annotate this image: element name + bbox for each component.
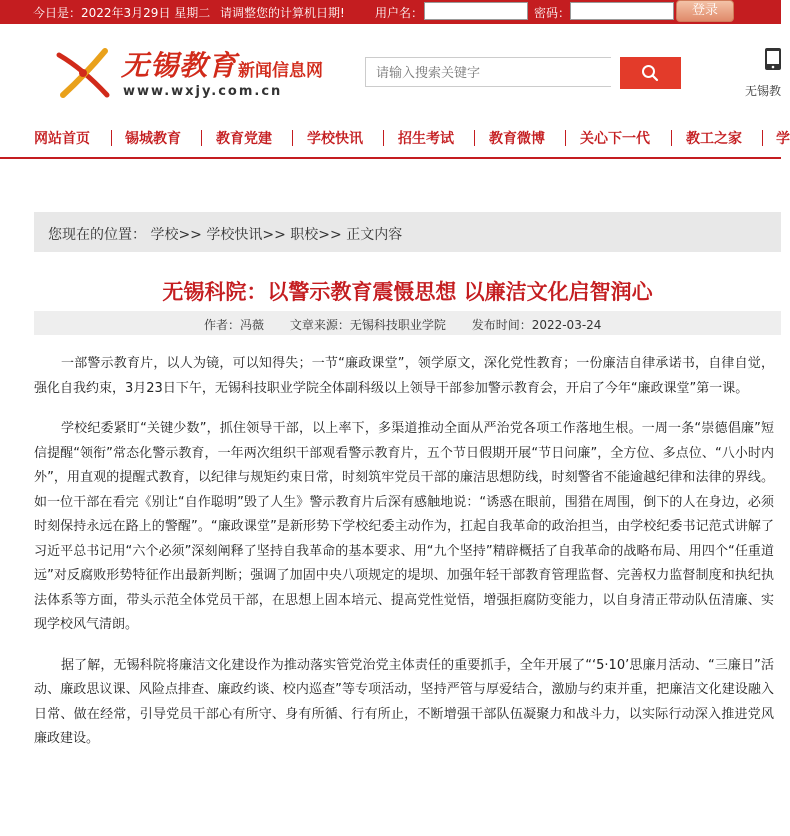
article-paragraph: 学校纪委紧盯“关键少数”，抓住领导干部，以上率下，多渠道推动全面从严治党各项工作落地生根。一周一条“崇德倡廉”短信提醒“领衔”常态化警示教育，一年两次组织干部观看警示教育片，五个节日假期开展“节日问廉”，全方位、多点位、“八小时内外”，用直观的提醒式教育，以纪律与规矩约束日常，时刻筑牢党员干部的廉洁思想防线，时刻警省不能逾越纪律和法律的界线。如一位干部在看完《别让“自作聪明”毁了人生》警示教育片后深有感触地说：“诱惑在眼前，围猎在周围，倒下的人在身边，必须时刻保持永远在路上的警醒”。“廉政课堂”是新形势下学校纪委主动作为，扛起自我革命的政治担当，由学校纪委书记范式讲解了习近平总书记用“六个必须”深刻阐释了坚持自我革命的基本要求、用“九个坚持”精辟概括了自我革命的战略布局、用四个“任重道远”对反腐败形势特征作出最新判断；强调了加固中央八项规定的堤坝、加强年轻干部教育管理监督、完善权力监督制度和执纪执法体系等方面，带头示范全体党员干部，在思想上固本培元、提高党性觉悟，增强拒腐防变能力，以自身清正带动队伍清廉、实现学校风气清朗。 [34,421,774,632]
nav-divider [474,130,475,146]
date-text: 今日是：2022年3月29日 星期二 [33,6,211,20]
site-logo[interactable] [55,42,335,102]
password-label: 密码： [534,6,571,20]
logo-subtitle: 新闻信息网 [238,61,323,81]
search-box [365,57,681,89]
nav-divider [671,130,672,146]
article-meta [34,311,781,335]
nav-item-more[interactable]: 学 [776,131,790,147]
breadcrumb-link-school[interactable]: 学校>> [150,227,202,243]
article-paragraph: 据了解，无锡科院将廉洁文化建设作为推动落实管党治党主体责任的重要抓手，全年开展了“‘5·10’思廉月活动、“三廉日”活动、廉政思议课、风险点排查、廉政约谈、校内巡查”等专项活动，坚持严管与厚爱结合，激励与约束并重，把廉洁文化建设融入日常、做在经常，引导党员干部心有所守、身有所循、行有所止，不断增强干部队伍凝聚力和战斗力，以实际行动深入推进党风廉政建设。 [34,657,774,746]
search-icon [641,64,659,82]
logo-name: 无锡教育 [121,49,238,82]
nav-divider [201,130,202,146]
nav-item-home[interactable]: 网站首页 [34,131,90,147]
main-nav [0,120,790,159]
logo-emblem-icon [55,45,111,101]
breadcrumb-link-vocational[interactable]: 职校>> [290,227,342,243]
logo-url: www.wxjy.com.cn [123,84,283,99]
nav-item-staff-home[interactable]: 教工之家 [686,131,742,147]
nav-item-city-education[interactable]: 锡城教育 [125,131,181,147]
nav-item-next-generation[interactable]: 关心下一代 [580,131,650,147]
article-source: 文章来源：无锡科技职业学院 [289,318,446,332]
breadcrumb-current: 正文内容 [346,227,403,243]
article-body [34,352,774,768]
nav-item-school-news[interactable]: 学校快讯 [307,131,363,147]
password-input[interactable] [570,2,674,20]
nav-divider [762,130,763,146]
nav-item-admissions[interactable]: 招生考试 [398,131,454,147]
breadcrumb-link-school-news[interactable]: 学校快讯>> [206,227,286,243]
breadcrumb-prefix: 您现在的位置： [48,227,146,243]
search-input[interactable] [365,57,611,87]
login-button[interactable]: 登录 [676,0,734,22]
search-button[interactable] [620,57,681,89]
article-title: 无锡科院：以警示教育震慑思想 以廉洁文化启智润心 [162,279,653,304]
nav-divider [111,130,112,146]
article-date: 发布时间：2022-03-24 [471,318,602,332]
date-tip: 请调整您的计算机日期! [220,6,345,20]
nav-divider [292,130,293,146]
article-paragraph: 一部警示教育片，以人为镜，可以知得失；一节“廉政课堂”，领学原文，深化党性教育；一份廉洁自律承诺书，自律自觉，强化自我约束，3月23日下午，无锡科技职业学院全体副科级以上领导干部参加警示教育会，开启了今年“廉政课堂”第一课。 [34,356,774,396]
top-bar [0,0,781,24]
nav-divider [565,130,566,146]
breadcrumb [34,212,781,252]
article-author: 作者：冯薇 [204,318,265,332]
username-label: 用户名： [375,6,424,20]
username-input[interactable] [424,2,528,20]
nav-item-party-building[interactable]: 教育党建 [216,131,272,147]
mobile-phone-icon [763,46,783,72]
mobile-version-link[interactable] [745,46,785,106]
nav-divider [383,130,384,146]
mobile-version-label: 无锡教 [745,84,782,98]
nav-item-weibo[interactable]: 教育微博 [489,131,545,147]
